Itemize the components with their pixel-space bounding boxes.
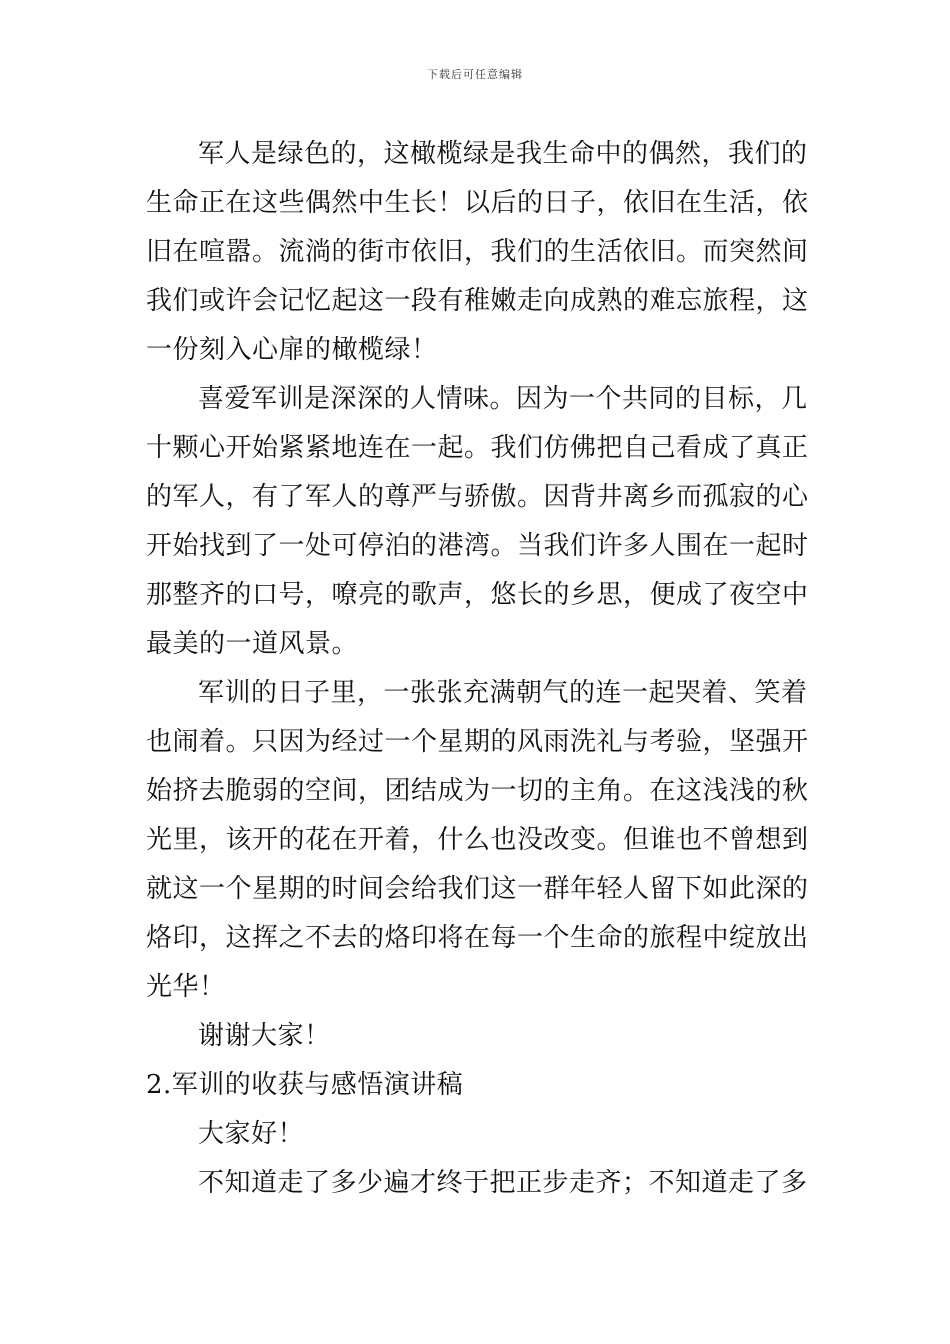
text-line: 烙印，这挥之不去的烙印将在每一个生命的旅程中绽放出 bbox=[146, 923, 809, 953]
text-line: 始挤去脆弱的空间，团结成为一切的主角。在这浅浅的秋 bbox=[146, 776, 809, 806]
document-body bbox=[146, 130, 812, 1208]
text-line: 生命正在这些偶然中生长！以后的日子，依旧在生活，依 bbox=[146, 188, 809, 218]
text-line: 谢谢大家！ bbox=[198, 1021, 331, 1051]
text-line: 军人是绿色的，这橄榄绿是我生命中的偶然，我们的 bbox=[198, 139, 808, 169]
text-line: 开始找到了一处可停泊的港湾。当我们许多人围在一起时 bbox=[146, 531, 809, 561]
text-line: 旧在喧嚣。流淌的街市依旧，我们的生活依旧。而突然间 bbox=[146, 237, 809, 267]
text-line: 那整齐的口号，嘹亮的歌声，悠长的乡思，便成了夜空中 bbox=[146, 580, 809, 610]
page-header: 下载后可任意编辑 bbox=[427, 68, 523, 81]
text-line: 一份刻入心扉的橄榄绿！ bbox=[146, 335, 438, 365]
text-line: 不知道走了多少遍才终于把正步走齐；不知道走了多 bbox=[198, 1168, 808, 1198]
text-line: 十颗心开始紧紧地连在一起。我们仿佛把自己看成了真正 bbox=[146, 433, 809, 463]
text-line: 大家好！ bbox=[198, 1119, 305, 1149]
text-line: 光里，该开的花在开着，什么也没改变。但谁也不曾想到 bbox=[146, 825, 809, 855]
text-line: 也闹着。只因为经过一个星期的风雨洗礼与考验，坚强开 bbox=[146, 727, 809, 757]
text-line: 军训的日子里，一张张充满朝气的连一起哭着、笑着 bbox=[198, 678, 808, 708]
text-line: 光华！ bbox=[146, 972, 226, 1002]
text-line: 最美的一道风景。 bbox=[146, 629, 359, 659]
text-line: 我们或许会记忆起这一段有稚嫩走向成熟的难忘旅程，这 bbox=[146, 286, 809, 316]
section-heading: 2.军训的收获与感悟演讲稿 bbox=[146, 1070, 464, 1100]
text-line: 喜爱军训是深深的人情味。因为一个共同的目标，几 bbox=[198, 384, 808, 414]
text-line: 的军人，有了军人的尊严与骄傲。因背井离乡而孤寂的心 bbox=[146, 482, 809, 512]
text-line: 就这一个星期的时间会给我们这一群年轻人留下如此深的 bbox=[146, 874, 809, 904]
